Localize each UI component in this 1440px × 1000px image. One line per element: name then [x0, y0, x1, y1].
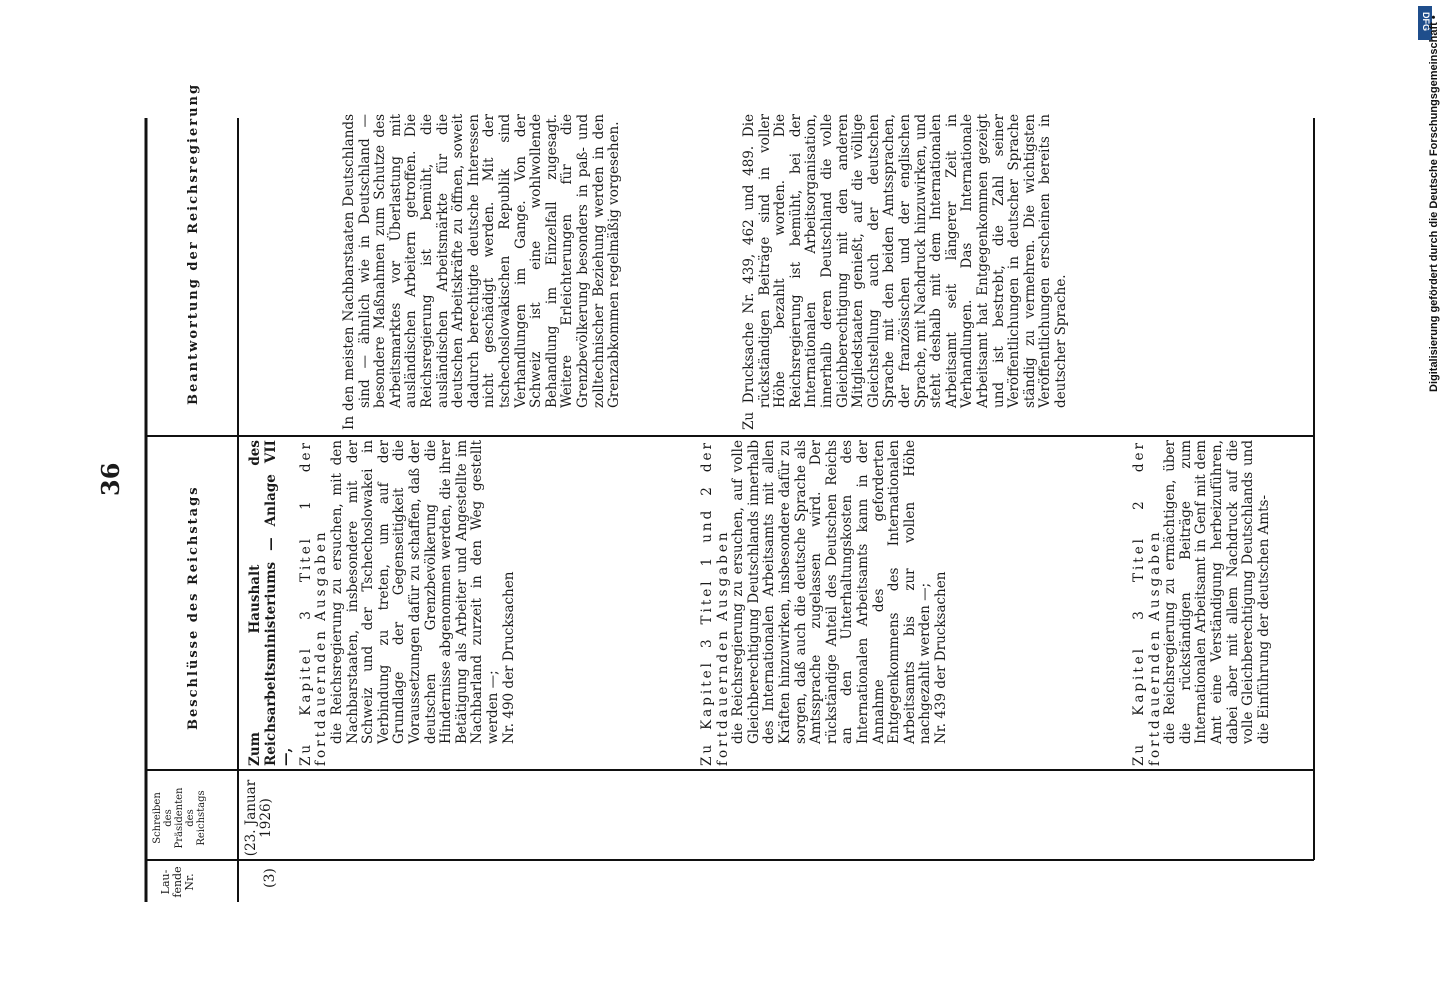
section-1-heading: Zu Kapitel 3 Titel 1 der fortdauernden Ausgaben — [297, 440, 330, 766]
section-3-heading: Zu Kapitel 3 Titel 2 der fortdauernden Ausgaben — [1131, 440, 1163, 766]
answer-1 — [342, 114, 623, 430]
resolutions-column — [248, 440, 517, 766]
title-prefix: Zum — [247, 732, 263, 766]
answer-2 — [742, 114, 1069, 430]
entry-date: (23. Januar 1926) — [243, 779, 274, 857]
header-schreiben: Schreiben des Präsidenten des Reichstags — [152, 787, 207, 849]
section-2-resolution: die Reichsregierung zu ersuchen, auf volle Gleichberechtigung Deutschlands innerhalb des Internationalen Arbeitsamts mit allen Kräften hinzuwirken, insbesondere dafür zu sorgen, daß auch die deutsche Sprache als Amtssprache zugelassen wird. Der rückständige Anteil des Deutschen Reichs an den Unterhaltungskosten des Internationalen Arbeitsamts kann in der Annahme des geforderten Entgegenkommens des Internationalen Arbeitsamts bis zur vollen Höhe nachgezahlt werden —; — [730, 440, 934, 744]
dfg-logo: DFG — [1418, 6, 1432, 40]
header-beantwortung: Beantwortung der Reichsregierung — [186, 82, 201, 405]
page-number: 36 — [96, 462, 125, 496]
resolutions-column-2 — [700, 440, 950, 766]
section-2-heading: Zu Kapitel 3 Titel 1 und 2 der fortdauernden Ausgaben — [699, 440, 731, 766]
header-lfd-nr: Lau- fende Nr. — [159, 866, 196, 898]
answer-1-text: In den meisten Nachbarstaaten Deutschlands sind — ähnlich wie in Deutschland — besondere Maßnahmen zum Schutze des Arbeitsmarktes vor Überlastung mit ausländischen Arbeitern getroffen. Die Reichsregierung ist bemüht, die ausländischen Arbeitsmärkte für die deutschen Arbeitskräfte zu öffnen, soweit dadurch berechtigte deutsche Interessen nicht geschädigt werden. Mit der tschechoslowakischen Republik sind Verhandlungen im Gange. Von der Schweiz ist eine wohlwollende Behandlung im Einzelfall zugesagt. Weitere Erleichterungen für die Grenzbevölkerung besonders in paß- und zolltechnischer Beziehung werden in den Grenzabkommen regelmäßig vorgesehen. — [341, 114, 623, 430]
section-3-resolution: die Reichsregierung zu ermächtigen, über die rückständigen Beiträge zum Internationalen Arbeitsamt in Genf mit dem Amt eine Verständigung herbeizuführen, dabei aber mit allem Nachdruck auf die volle Gleichberechtigung Deutschlands und die Einführung der deutschen Amts- — [1162, 440, 1272, 744]
attribution-text: Digitalisierung gefördert durch die Deutsche Forschungsgemeinschaft • — [1428, 15, 1440, 392]
budget-title: Haushalt des Reichsarbeitsministeriums — Anlage VII —, — [247, 440, 295, 766]
section-1-resolution: die Reichsregierung zu ersuchen, mit den Nachbarstaaten, insbesondere mit der Schweiz und der Tschechoslowakei in Verbindung zu treten, um auf der Grundlage der Gegenseitigkeit die Voraussetzungen dafür zu schaffen, daß der deutschen Grenzbevölkerung die Hindernisse abgenommen werden, die ihrer Betätigung als Arbeiter und Angestellte im Nachbarland zurzeit in den Weg gestellt werden —; — [328, 440, 501, 744]
answer-2-text: Zu Drucksache Nr. 439, 462 und 489. Die rückständigen Beiträge sind in voller Höhe bezahlt worden. Die Reichsregierung ist bemüht, bei der Internationalen Arbeitsorganisation, innerhalb deren Deutschland die volle Gleichberechtigung mit den anderen Mitgliedstaaten genießt, auf die völlige Gleichstellung auch der deutschen Sprache mit den beiden Amtssprachen, der französischen und der englischen Sprache, mit Nachdruck hinzuwirken, und steht deshalb mit dem Internationalen Arbeitsamt seit längerer Zeit in Verhandlungen. Das Internationale Arbeitsamt hat Entgegenkommen gezeigt und ist bestrebt, die Zahl seiner Veröffentlichungen in deutscher Sprache ständig zu vermehren. Die wichtigsten Veröffentlichungen erscheinen bereits in deutscher Sprache. — [741, 114, 1069, 430]
section-1-reference: Nr. 490 der Drucksachen — [500, 571, 517, 744]
entry-number: (3) — [262, 868, 278, 888]
header-beschluesse: Beschlüsse des Reichstags — [186, 485, 201, 730]
section-2-reference: Nr. 439 der Drucksachen — [932, 571, 949, 744]
resolutions-column-3 — [1132, 440, 1272, 766]
